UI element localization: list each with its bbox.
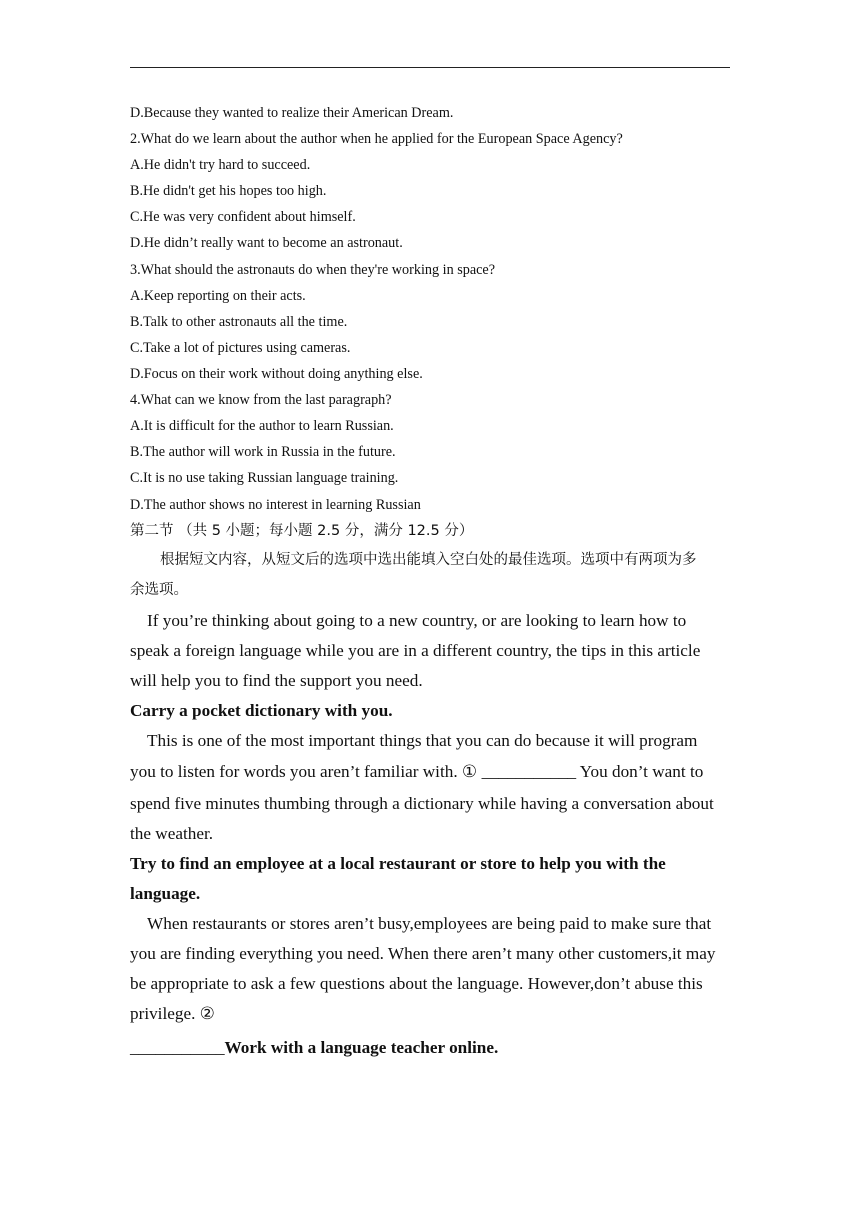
intro-line-2: speak a foreign language while you are in a different country, the tips in this article [130, 641, 701, 660]
q3-option-c: C.Take a lot of pictures using cameras. [130, 340, 351, 356]
last-line [130, 1033, 730, 1063]
q4-option-d: D.The author shows no interest in learning Russian [130, 497, 421, 513]
heading-employee-line-2: language. [130, 884, 201, 903]
q2-option-a: A.He didn't try hard to succeed. [130, 157, 311, 173]
q2-option-b: B.He didn't get his hopes too high. [130, 183, 327, 199]
para2-line-3: be appropriate to ask a few questions about the language. However,don’t abuse this [130, 974, 703, 993]
intro-line-1: If you’re thinking about going to a new country, or are looking to learn how to [147, 611, 687, 630]
q4-option-b: B.The author will work in Russia in the future. [130, 444, 396, 460]
intro-line-3: will help you to find the support you need. [130, 671, 423, 690]
para1-line-2: you to listen for words you aren’t familiar with. ① ___________ You don’t want to [130, 762, 704, 781]
para1-line-3: spend five minutes thumbing through a dictionary while having a conversation about [130, 794, 714, 813]
q4-option-c: C.It is no use taking Russian language training. [130, 470, 399, 486]
para2-line-1: When restaurants or stores aren’t busy,employees are being paid to make sure that [147, 914, 712, 933]
para2-line-4: privilege. ② [130, 1004, 216, 1023]
para2-line-2: you are finding everything you need. When there aren’t many other customers,it may [130, 944, 716, 963]
q2-stem: 2.What do we learn about the author when he applied for the European Space Agency? [130, 131, 623, 147]
q4-option-a: A.It is difficult for the author to learn Russian. [130, 418, 394, 434]
blank-2: ___________ [130, 1038, 225, 1057]
q2-option-c: C.He was very confident about himself. [130, 209, 356, 225]
header-rule [130, 67, 730, 68]
section2-instruction-line2: 余选项。 [130, 582, 188, 598]
para1-line-4: the weather. [130, 824, 214, 843]
section2-heading: 第二节 （共 5 小题；每小题 2.5 分，满分 12.5 分） [130, 523, 474, 539]
q3-option-b: B.Talk to other astronauts all the time. [130, 314, 348, 330]
heading-employee-line-1: Try to find an employee at a local restaurant or store to help you with the [130, 854, 666, 873]
q4-stem: 4.What can we know from the last paragraph? [130, 392, 392, 408]
section2-instruction-line1: 根据短文内容，从短文后的选项中选出能填入空白处的最佳选项。选项中有两项为多 [160, 552, 697, 568]
q2-option-d: D.He didn’t really want to become an astronaut. [130, 235, 403, 251]
q3-option-d: D.Focus on their work without doing anything else. [130, 366, 423, 382]
q3-stem: 3.What should the astronauts do when they're working in space? [130, 262, 496, 278]
heading-language-teacher: Work with a language teacher online. [224, 1038, 499, 1057]
para1-line-1: This is one of the most important things that you can do because it will program [147, 731, 698, 750]
heading-pocket-dictionary: Carry a pocket dictionary with you. [130, 701, 393, 720]
q1-option-d: D.Because they wanted to realize their American Dream. [130, 105, 454, 121]
q3-option-a: A.Keep reporting on their acts. [130, 288, 306, 304]
